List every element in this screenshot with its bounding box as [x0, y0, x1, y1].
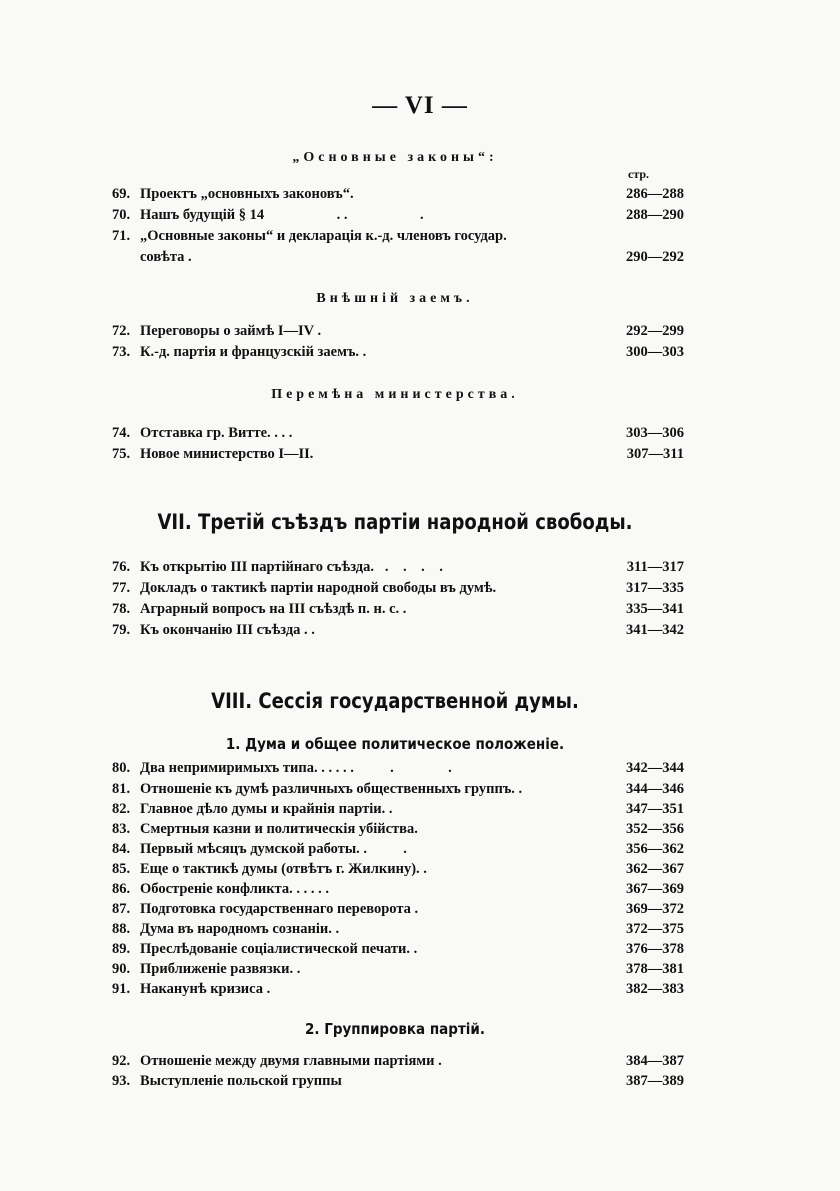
entry-title: Переговоры о займѣ I—IV .: [140, 323, 322, 339]
entry-title: Два непримиримыхъ типа. . . . . . . .: [140, 760, 452, 776]
toc-entry: [112, 226, 684, 247]
entry-title: Преслѣдованіе соціалистической печати. .: [140, 941, 418, 957]
entry-number: 87.: [112, 901, 131, 917]
subheading-duma-political-situation: 1. Дума и общее политическое положеніе.: [225, 735, 565, 753]
toc-entry: [112, 899, 684, 920]
entry-number: 81.: [112, 781, 131, 797]
section-heading-foreign-loan: Внѣшній заемъ.: [316, 291, 474, 306]
toc-entry: [112, 758, 684, 779]
section-heading-ministry-change: Перемѣна министерства.: [271, 387, 519, 402]
entry-number: 71.: [112, 228, 131, 244]
entry-title: Аграрный вопросъ на III съѣздѣ п. н. с. .: [140, 601, 407, 617]
entry-number: 73.: [112, 344, 131, 360]
entry-number: 70.: [112, 207, 131, 223]
entry-title: „Основные законы“ и декларація к.-д. членовъ государ.: [140, 228, 507, 244]
toc-entry: [112, 557, 684, 578]
toc-entry: [112, 839, 684, 860]
entry-number: 78.: [112, 601, 131, 617]
entry-title: Дума въ народномъ сознаніи. .: [140, 921, 340, 937]
toc-entry: [112, 342, 684, 363]
toc-entry: [112, 578, 684, 599]
entry-title: Докладъ о тактикѣ партіи народной свободы въ думѣ.: [140, 580, 497, 596]
entry-pages: 335—341: [626, 601, 684, 617]
entry-pages: 341—342: [626, 622, 684, 638]
entry-pages: 300—303: [626, 344, 684, 360]
entry-pages: 384—387: [626, 1053, 684, 1069]
entry-pages: 382—383: [626, 981, 684, 997]
toc-entry: [112, 599, 684, 620]
toc-entry: [112, 919, 684, 940]
entry-title: Первый мѣсяцъ думской работы. . .: [140, 841, 407, 857]
entry-title: К.-д. партія и французскій заемъ. .: [140, 344, 367, 360]
entry-pages: 344—346: [626, 781, 684, 797]
entry-pages: 378—381: [626, 961, 684, 977]
entry-title: Отставка гр. Витте. . . .: [140, 425, 293, 441]
entry-title: Отношеніе къ думѣ различныхъ общественныхъ группъ. .: [140, 781, 523, 797]
entry-number: 80.: [112, 760, 131, 776]
toc-entry: [112, 620, 684, 641]
entry-number: 79.: [112, 622, 131, 638]
entry-number: 76.: [112, 559, 131, 575]
toc-entry: [112, 423, 684, 444]
entry-pages: 376—378: [626, 941, 684, 957]
toc-entry: [112, 205, 684, 226]
entry-number: 88.: [112, 921, 131, 937]
section-heading-basic-laws: „Основные законы“:: [292, 150, 498, 165]
entry-title: Еще о тактикѣ думы (отвѣтъ г. Жилкину). .: [140, 861, 427, 877]
entry-pages: 311—317: [626, 559, 684, 575]
entry-title: Подготовка государственнаго переворота .: [140, 901, 419, 917]
toc-entry: [112, 444, 684, 465]
entry-title: Наканунѣ кризиса .: [140, 981, 271, 997]
toc-entry: [112, 939, 684, 960]
entry-title: Къ окончанію III съѣзда . .: [140, 622, 315, 638]
entry-pages: 362—367: [626, 861, 684, 877]
part-heading-vii: VII. Третій съѣздъ партіи народной свободы.: [157, 510, 633, 534]
toc-entry: [112, 959, 684, 980]
entry-number: 75.: [112, 446, 131, 462]
entry-pages: 286—288: [626, 186, 684, 202]
entry-pages: 317—335: [626, 580, 684, 596]
entry-number: 85.: [112, 861, 131, 877]
page-number: — VI —: [372, 92, 468, 119]
entry-number: 86.: [112, 881, 131, 897]
toc-entry: [112, 321, 684, 342]
entry-title: Приближеніе развязки. .: [140, 961, 301, 977]
entry-pages: 307—311: [626, 446, 684, 462]
entry-number: 93.: [112, 1073, 131, 1089]
entry-pages: 288—290: [626, 207, 684, 223]
toc-entry: [112, 819, 684, 840]
subheading-party-grouping: 2. Группировка партій.: [305, 1020, 485, 1038]
toc-entry: [112, 879, 684, 900]
entry-title: Смертныя казни и политическія убійства.: [140, 821, 418, 837]
toc-entry: [112, 779, 684, 800]
toc-entry: [112, 1051, 684, 1072]
toc-entry: [112, 799, 684, 820]
entry-number: 91.: [112, 981, 131, 997]
entry-number: 92.: [112, 1053, 131, 1069]
entry-title: Обостреніе конфликта. . . . . .: [140, 881, 329, 897]
entry-number: 77.: [112, 580, 131, 596]
entry-number: 72.: [112, 323, 131, 339]
entry-title: Отношеніе между двумя главными партіями .: [140, 1053, 442, 1069]
toc-entry: [112, 184, 684, 205]
entry-pages: 290—292: [626, 249, 684, 265]
entry-title: Выступленіе польской группы: [140, 1073, 342, 1089]
toc-entry-continuation: [140, 247, 684, 268]
entry-pages: 387—389: [626, 1073, 684, 1089]
entry-title: Проектъ „основныхъ законовъ“.: [140, 186, 354, 202]
entry-number: 74.: [112, 425, 131, 441]
entry-pages: 372—375: [626, 921, 684, 937]
toc-entry: [112, 1071, 684, 1092]
toc-entry: [112, 979, 684, 1000]
entry-pages: 356—362: [626, 841, 684, 857]
entry-number: 69.: [112, 186, 131, 202]
entry-pages: 369—372: [626, 901, 684, 917]
entry-pages: 292—299: [626, 323, 684, 339]
entry-title: Новое министерство I—II.: [140, 446, 314, 462]
entry-title: совѣта .: [140, 249, 192, 265]
entry-pages: 367—369: [626, 881, 684, 897]
entry-number: 90.: [112, 961, 131, 977]
entry-title: Къ открытію III партійнаго съѣзда. . . . .: [140, 559, 443, 575]
entry-title: Нашъ будущій § 14 . . .: [140, 207, 424, 223]
entry-pages: 342—344: [626, 760, 684, 776]
page-column-label: стр.: [628, 167, 650, 181]
entry-number: 84.: [112, 841, 131, 857]
toc-entry: [112, 859, 684, 880]
entry-number: 82.: [112, 801, 131, 817]
entry-number: 89.: [112, 941, 131, 957]
entry-pages: 352—356: [626, 821, 684, 837]
entry-title: Главное дѣло думы и крайнія партіи. .: [140, 801, 393, 817]
entry-number: 83.: [112, 821, 131, 837]
entry-pages: 347—351: [626, 801, 684, 817]
part-heading-viii: VIII. Сессія государственной думы.: [211, 689, 579, 713]
entry-pages: 303—306: [626, 425, 684, 441]
